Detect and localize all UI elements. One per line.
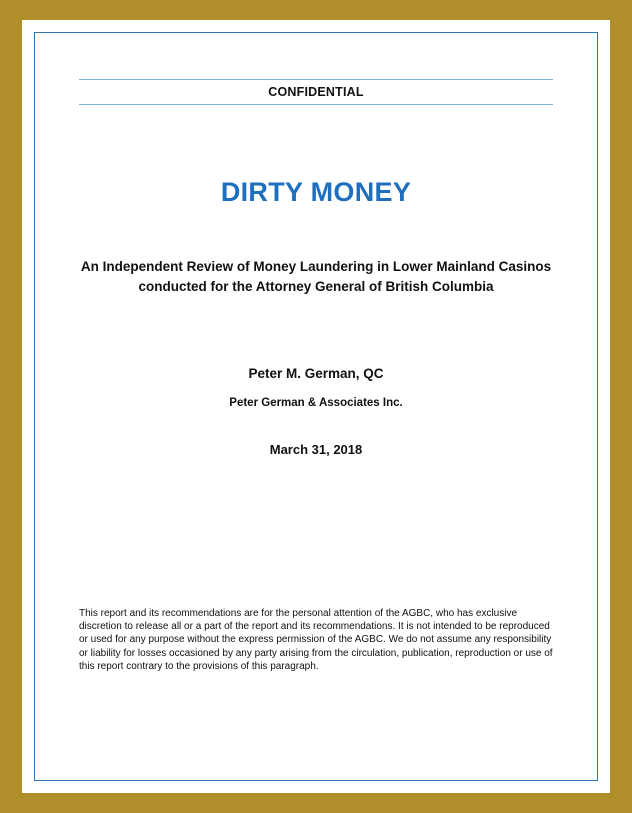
firm-name: Peter German & Associates Inc. — [229, 397, 403, 409]
document-page — [22, 20, 610, 793]
disclaimer-paragraph: This report and its recommendations are for the personal attention of the AGBC, who has exclusive discretion to release all or a part of the report and its recommendations. It is not intended to be reproduced or used for any purpose without the express permission of the AGBC. We do not assume any responsibility or liability for losses occasioned by any party arising from the circulation, publication, reproduction or use of this report contrary to the provisions of this paragraph. — [79, 608, 553, 672]
confidential-label: CONFIDENTIAL — [268, 85, 364, 99]
page-border — [34, 32, 598, 781]
report-subtitle: An Independent Review of Money Laundering in Lower Mainland Casinos conducted for the Attorney General of British Columbia — [80, 259, 552, 294]
confidential-banner — [79, 79, 553, 105]
report-date: March 31, 2018 — [269, 442, 363, 457]
report-title: DIRTY MONEY — [220, 177, 412, 207]
author-name: Peter M. German, QC — [248, 366, 384, 381]
